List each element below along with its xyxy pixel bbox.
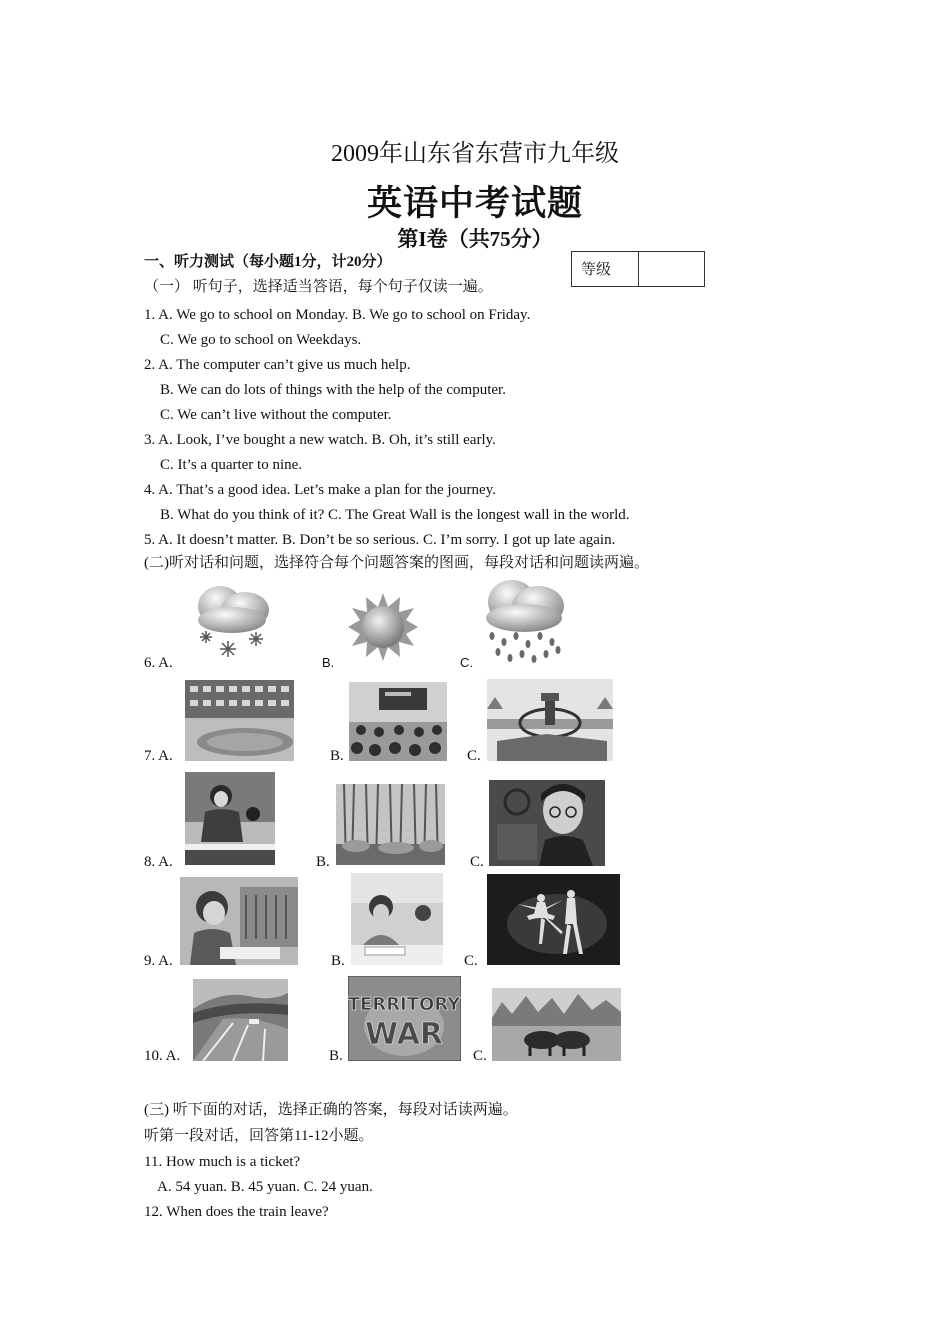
q6-label-c: C.	[460, 655, 473, 670]
q11-text: 11. How much is a ticket?	[144, 1154, 301, 1170]
question-line: C. We can’t live without the computer.	[160, 407, 392, 423]
movie-character-photo	[489, 780, 605, 866]
students-writing-photo	[351, 873, 443, 965]
q10-label-c: C.	[473, 1048, 487, 1064]
q10-label-a: 10. A.	[144, 1048, 181, 1064]
exam-title-line1: 2009年山东省东营市九年级	[331, 141, 619, 167]
grade-label: 等级	[572, 252, 639, 286]
grade-value-field[interactable]	[639, 252, 704, 286]
school-playground-photo	[185, 680, 294, 761]
question-line: 4. A. That’s a good idea. Let’s make a plan for the journey.	[144, 482, 496, 498]
poster-subtitle-text: WAR	[364, 1017, 444, 1052]
table-tennis-photo	[185, 772, 275, 865]
question-line: 3. A. Look, I’ve bought a new watch. B. Oh, it’s still early.	[144, 432, 496, 448]
q9-label-b: B.	[331, 953, 345, 969]
section1-heading: 一、听力测试（每小题1分，计20分）	[144, 254, 392, 270]
q9-label-c: C.	[464, 953, 478, 969]
bamboo-forest-photo	[336, 784, 445, 865]
q12-text: 12. When does the train leave?	[144, 1204, 329, 1220]
question-line: C. It’s a quarter to nine.	[160, 457, 303, 473]
question-line: B. What do you think of it? C. The Great Wall is the longest wall in the world.	[160, 507, 630, 523]
sun-icon	[346, 591, 420, 663]
territory-war-poster	[348, 976, 461, 1061]
part1-instruction: （一） 听句子，选择适当答语，每个句子仅读一遍。	[144, 279, 493, 295]
poster-title-text: TERRITORY	[348, 994, 461, 1015]
q6-label-a: 6. A.	[144, 655, 173, 671]
grade-box	[571, 251, 705, 287]
monument-photo	[487, 679, 613, 761]
q8-label-c: C.	[470, 854, 484, 870]
q7-label-b: B.	[330, 748, 344, 764]
snow-cloud-icon	[190, 576, 274, 664]
q7-label-c: C.	[467, 748, 481, 764]
q11-options: A. 54 yuan. B. 45 yuan. C. 24 yuan.	[157, 1179, 373, 1195]
q8-label-b: B.	[316, 854, 330, 870]
question-line: 1. A. We go to school on Monday. B. We go to school on Friday.	[144, 307, 531, 323]
q8-label-a: 8. A.	[144, 854, 173, 870]
classroom-photo	[349, 682, 447, 761]
buffalo-fight-photo	[492, 988, 621, 1061]
q7-label-a: 7. A.	[144, 748, 173, 764]
q9-label-a: 9. A.	[144, 953, 173, 969]
question-line: C. We go to school on Weekdays.	[160, 332, 362, 348]
exam-volume-title: 第I卷（共75分）	[397, 227, 553, 251]
highway-photo	[193, 979, 288, 1061]
part3-sub-instruction: 听第一段对话，回答第11-12小题。	[144, 1128, 374, 1144]
q6-label-b: B.	[322, 655, 335, 670]
exam-title-main: 英语中考试题	[366, 184, 583, 224]
boy-reading-photo	[180, 877, 298, 965]
rain-cloud-icon	[480, 572, 568, 666]
question-line: 5. A. It doesn’t matter. B. Don’t be so serious. C. I’m sorry. I got up late again.	[144, 532, 616, 548]
question-line: B. We can do lots of things with the help of the computer.	[160, 382, 506, 398]
part2-instruction: (二)听对话和问题，选择符合每个问题答案的图画，每段对话和问题读两遍。	[144, 555, 649, 571]
question-line: 2. A. The computer can’t give us much help.	[144, 357, 411, 373]
ballet-photo	[487, 874, 620, 965]
part3-instruction: (三) 听下面的对话，选择正确的答案，每段对话读两遍。	[144, 1102, 518, 1118]
q10-label-b: B.	[329, 1048, 343, 1064]
